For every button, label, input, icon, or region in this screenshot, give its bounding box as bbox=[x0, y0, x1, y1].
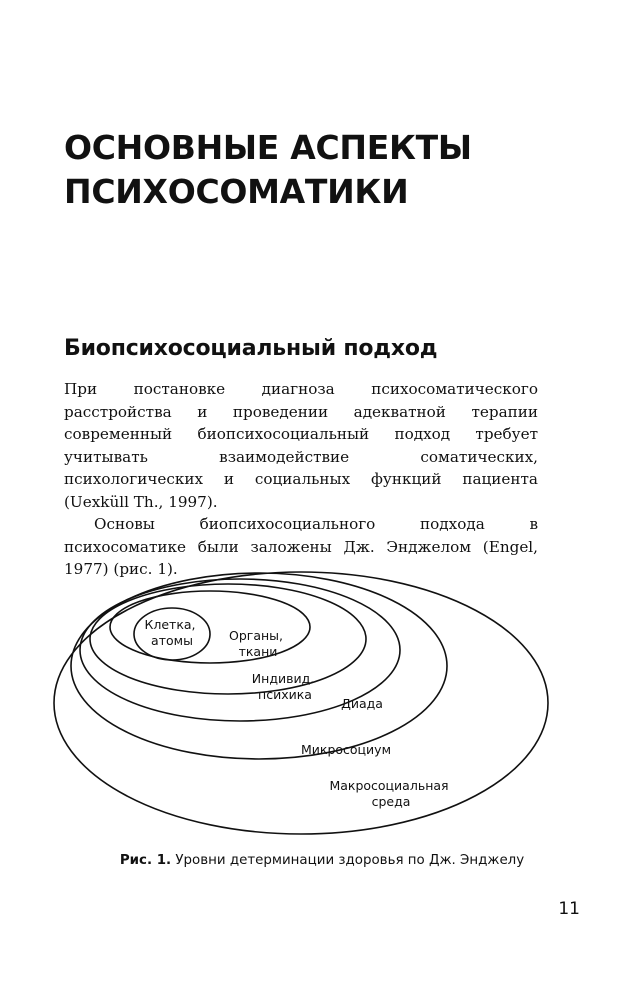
body-text bbox=[64, 378, 538, 581]
page-number: 11 bbox=[558, 899, 580, 919]
chapter-title bbox=[64, 126, 584, 214]
nested-ellipses-diagram bbox=[50, 568, 560, 838]
label-cells: Клетка, атомы bbox=[144, 617, 196, 648]
label-microsocium: Микросоциум bbox=[300, 742, 392, 757]
caption-text: Уровни детерминации здоровья по Дж. Энджелу bbox=[171, 853, 525, 868]
label-organs: Органы, ткани bbox=[228, 628, 284, 659]
paragraph-1: При постановке диагноза психосоматического расстройства и проведении адекватной терапии современный биопсихосоциальный подход требует учитывать взаимодействие соматических, психологических и социальных функций пациента (Uexküll Th., 1997). bbox=[64, 380, 538, 511]
ellipse-organs bbox=[110, 591, 310, 663]
label-dyad: Диада bbox=[341, 696, 383, 711]
figure-caption bbox=[0, 852, 644, 870]
section-title: Биопсихосоциальный подход bbox=[64, 336, 438, 361]
label-macrosocial: Макросоциальная среда bbox=[329, 778, 449, 809]
caption-label: Рис. 1. bbox=[119, 853, 172, 868]
figure-levels-of-health-determination bbox=[50, 568, 560, 838]
chapter-title-line-2: ПСИХОСОМАТИКИ bbox=[64, 172, 409, 211]
chapter-title-line-1: ОСНОВНЫЕ АСПЕКТЫ bbox=[64, 128, 472, 167]
label-individual-psyche: Индивид. психика bbox=[251, 671, 315, 702]
paragraph-2: Основы биопсихосоциального подхода в психосоматике были заложены Дж. Энджелом (Engel, 1977) (рис. 1). bbox=[64, 515, 538, 578]
